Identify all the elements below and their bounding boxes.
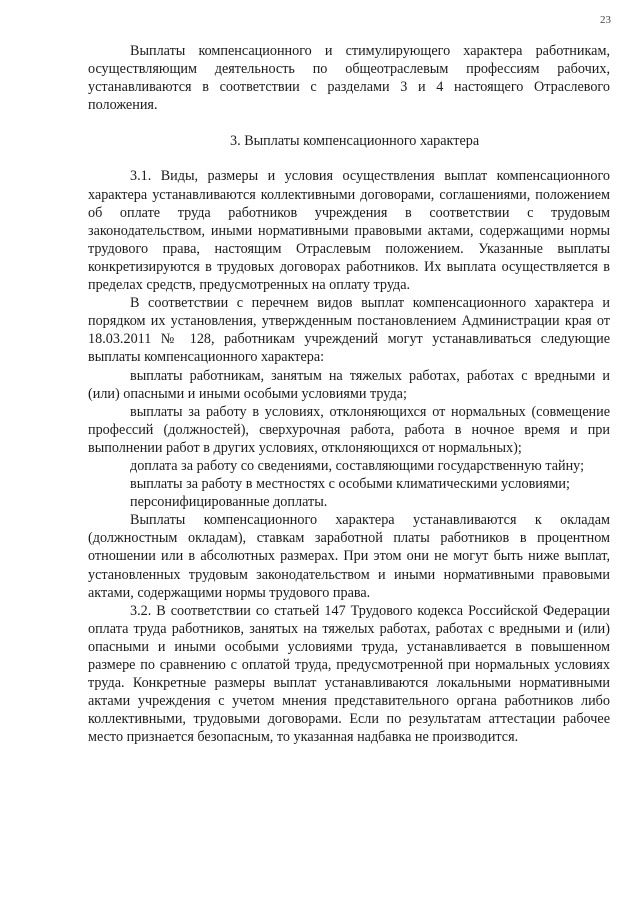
- list-item: выплаты за работу в условиях, отклоняющихся от нормальных (совмещение профессий (должностей), сверхурочная работа, работа в ночное время и при выполнении работ в других условиях, отклоняющихся от нормальных);: [88, 403, 610, 456]
- document-body: [88, 42, 610, 746]
- list-item: доплата за работу со сведениями, составляющими государственную тайну;: [130, 457, 585, 474]
- rates-paragraph: Выплаты компенсационного характера устанавливаются к окладам (должностным окладам), ставкам заработной платы работников в процентном отношении или в абсолютных размерах. При этом они не могут быть ниже выплат, установленных трудовым законодательством и иными нормативными правовыми актами, содержащими нормы трудового права.: [88, 512, 610, 601]
- paragraph-3-1: 3.1. Виды, размеры и условия осуществления выплат компенсационного характера устанавливаются коллективными договорами, соглашениями, положением об оплате труда работников учреждения в соответствии с трудовым законодательством, иными нормативными правовыми актами, содержащими нормы трудового права, настоящим Отраслевым положением. Указанные выплаты конкретизируются в трудовых договорах работников. Их выплата осуществляется в пределах средств, предусмотренных на оплату труда.: [88, 168, 610, 294]
- paragraph-3-2: 3.2. В соответствии со статьей 147 Трудового кодекса Российской Федерации оплата труда работников, занятых на тяжелых работах, работах с вредными и (или) опасными и иными особыми условиями труда, устанавливается в повышенном размере по сравнению с оплатой труда, предусмотренной при нормальных условиях труда. Конкретные размеры выплат устанавливаются локальными нормативными актами учреждения с учетом мнения представительного органа работников либо коллективными, трудовыми договорами. Если по результатам аттестации рабочее место признается безопасным, то указанная надбавка не производится.: [88, 602, 610, 746]
- intro-paragraph: Выплаты компенсационного и стимулирующего характера работникам, осуществляющим деятельность по общеотраслевым профессиям рабочих, устанавливаются в соответствии с разделами 3 и 4 настоящего Отраслевого положения.: [88, 43, 610, 114]
- list-item: персонифицированные доплаты.: [130, 494, 328, 511]
- list-item: выплаты за работу в местностях с особыми климатическими условиями;: [130, 476, 570, 493]
- page-number: 23: [600, 14, 611, 26]
- section-heading: 3. Выплаты компенсационного характера: [230, 133, 480, 150]
- list-item: выплаты работникам, занятым на тяжелых работах, работах с вредными и (или) опасными и иными особыми условиями труда;: [88, 367, 610, 402]
- list-intro-paragraph: В соответствии с перечнем видов выплат компенсационного характера и порядком их установления, утвержденным постановлением Администрации края от 18.03.2011 № 128, работникам учреждений могут устанавливаться следующие выплаты компенсационного характера:: [88, 295, 610, 366]
